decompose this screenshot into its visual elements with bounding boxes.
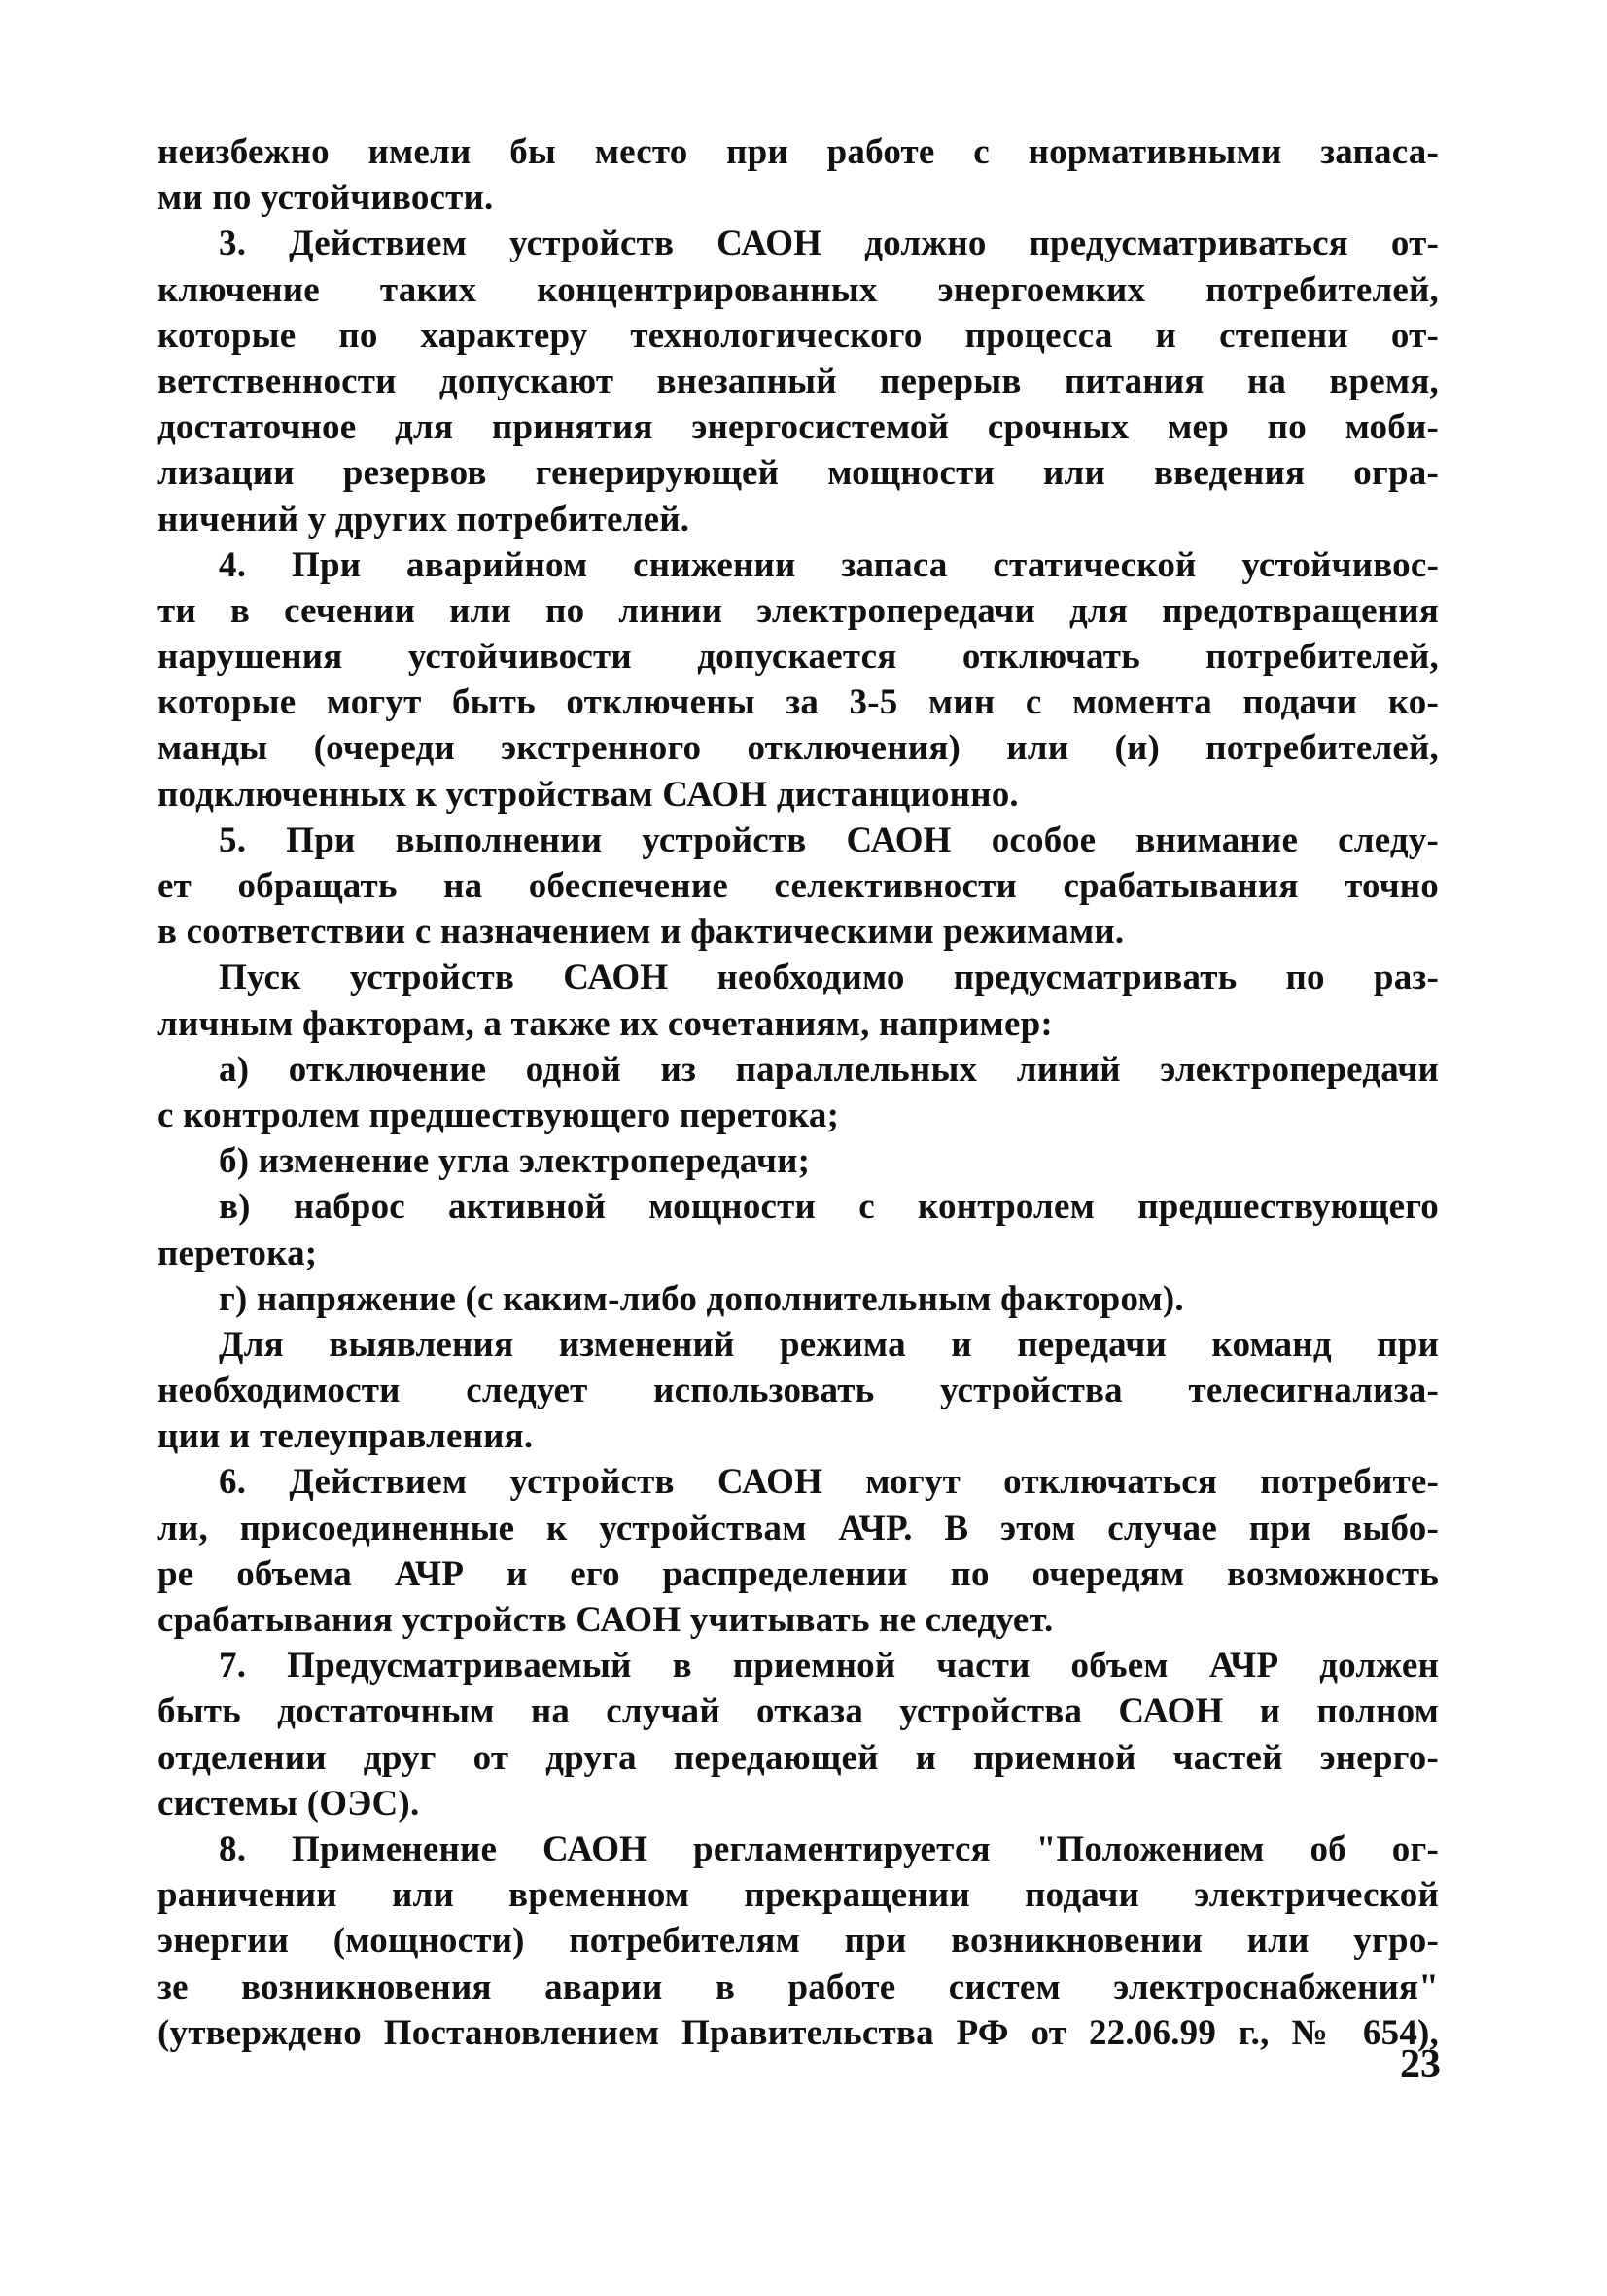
text-line: энергии (мощности) потребителям при возникновении или угро- xyxy=(157,1921,1439,1962)
paragraph xyxy=(157,221,1439,541)
text-line: неизбежно имели бы место при работе с нормативными запаса- xyxy=(157,132,1439,172)
text-line: подключенных к устройствам САОН дистанционно. xyxy=(157,774,1019,815)
text-line: достаточное для принятия энергосистемой срочных мер по моби- xyxy=(157,407,1439,448)
paragraph xyxy=(157,1047,1439,1138)
paragraph xyxy=(157,1276,1439,1322)
text-line: с контролем предшествующего перетока; xyxy=(157,1095,840,1135)
text-line: лизации резервов генерирующей мощности или введения огра- xyxy=(157,453,1439,494)
text-line: ре объема АЧР и его распределении по очередям возможность xyxy=(157,1553,1439,1594)
text-line: ми по устойчивости. xyxy=(157,178,494,219)
text-line: ничений у других потребителей. xyxy=(157,499,690,539)
text-line: 3. Действием устройств САОН должно предусматриваться от- xyxy=(219,224,1439,264)
text-line: ет обращать на обеспечение селективности срабатывания точно xyxy=(157,866,1439,906)
document-body xyxy=(157,129,1439,2056)
paragraph xyxy=(157,1138,1439,1184)
text-line: б) изменение угла электропередачи; xyxy=(219,1141,811,1182)
text-line: ветственности допускают внезапный перерыв питания на время, xyxy=(157,361,1439,401)
paragraph xyxy=(157,542,1439,818)
text-line: личным факторам, а также их сочетаниям, например: xyxy=(157,1003,1053,1044)
text-line: необходимости следует использовать устройства телесигнализа- xyxy=(157,1371,1439,1411)
text-line: нарушения устойчивости допускается отключать потребителей, xyxy=(157,637,1439,678)
paragraph xyxy=(157,818,1439,956)
paragraph xyxy=(157,955,1439,1046)
text-line: 4. При аварийном снижении запаса статической устойчивос- xyxy=(219,544,1439,585)
text-line: зе возникновения аварии в работе систем электроснабжения" xyxy=(157,1966,1439,2007)
text-line: ли, присоединенные к устройствам АЧР. В этом случае при выбо- xyxy=(157,1508,1439,1548)
text-line: 6. Действием устройств САОН могут отключаться потребите- xyxy=(219,1462,1439,1503)
paragraph xyxy=(157,1826,1439,2056)
text-line: ключение таких концентрированных энергоемких потребителей, xyxy=(157,269,1439,310)
text-line: которые по характеру технологического процесса и степени от- xyxy=(157,315,1439,356)
paragraph xyxy=(157,129,1439,221)
text-line: Пуск устройств САОН необходимо предусматривать по раз- xyxy=(219,957,1439,998)
paragraph xyxy=(157,1184,1439,1275)
paragraph xyxy=(157,1459,1439,1643)
text-line: а) отключение одной из параллельных линий электропередачи xyxy=(219,1049,1439,1090)
text-line: в соответствии с назначением и фактическими режимами. xyxy=(157,912,1125,953)
paragraph xyxy=(157,1643,1439,1826)
text-line: (утверждено Постановлением Правительства РФ от 22.06.99 г., № 654), xyxy=(157,2012,1439,2053)
text-line: ции и телеуправления. xyxy=(157,1416,534,1457)
text-line: г) напряжение (с каким-либо дополнительным фактором). xyxy=(219,1278,1184,1319)
text-line: 7. Предусматриваемый в приемной части объем АЧР должен xyxy=(219,1646,1439,1687)
text-line: Для выявления изменений режима и передачи команд при xyxy=(219,1324,1439,1365)
text-line: которые могут быть отключены за 3-5 мин с момента подачи ко- xyxy=(157,682,1439,723)
text-line: в) наброс активной мощности с контролем предшествующего xyxy=(219,1187,1439,1228)
paragraph xyxy=(157,1322,1439,1460)
text-line: срабатывания устройств САОН учитывать не следует. xyxy=(157,1600,1054,1640)
text-line: отделении друг от друга передающей и приемной частей энерго- xyxy=(157,1737,1439,1778)
text-line: системы (ОЭС). xyxy=(157,1783,420,1824)
text-line: перетока; xyxy=(157,1233,318,1273)
text-line: быть достаточным на случай отказа устройства САОН и полном xyxy=(157,1691,1439,1732)
page-number: 23 xyxy=(1400,2042,1441,2087)
text-line: ти в сечении или по линии электропередачи для предотвращения xyxy=(157,590,1439,631)
text-line: раничении или временном прекращении подачи электрической xyxy=(157,1875,1439,1916)
text-line: 8. Применение САОН регламентируется "Положением об ог- xyxy=(219,1828,1439,1869)
text-line: манды (очереди экстренного отключения) или (и) потребителей, xyxy=(157,728,1439,769)
text-line: 5. При выполнении устройств САОН особое внимание следу- xyxy=(219,819,1439,860)
